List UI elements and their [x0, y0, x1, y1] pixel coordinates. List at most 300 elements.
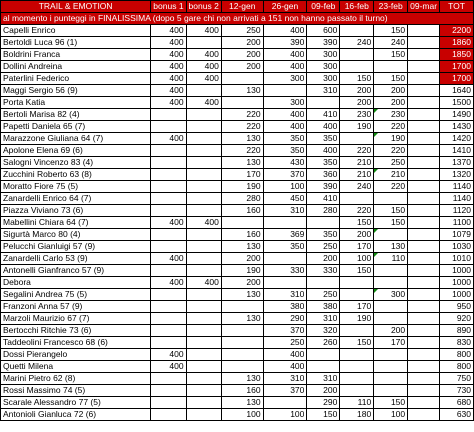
- cell-score[interactable]: 220: [221, 109, 263, 121]
- cell-name[interactable]: Salogni Vincenzo 83 (4): [1, 157, 151, 169]
- cell-total[interactable]: 1850: [440, 49, 474, 61]
- cell-score[interactable]: 400: [263, 109, 307, 121]
- cell-score[interactable]: 369: [263, 229, 307, 241]
- cell-score[interactable]: 200: [340, 229, 374, 241]
- cell-score[interactable]: 150: [374, 217, 408, 229]
- cell-score[interactable]: [186, 169, 221, 181]
- cell-name[interactable]: Dossi Pierangelo: [1, 349, 151, 361]
- cell-score[interactable]: [186, 205, 221, 217]
- cell-name[interactable]: Maggi Sergio 56 (9): [1, 85, 151, 97]
- cell-score[interactable]: [151, 325, 186, 337]
- column-header-bonus2[interactable]: bonus 2: [186, 1, 221, 13]
- cell-score[interactable]: 400: [263, 61, 307, 73]
- cell-score[interactable]: 240: [340, 37, 374, 49]
- cell-total[interactable]: 1079: [440, 229, 474, 241]
- cell-total[interactable]: 1640: [440, 85, 474, 97]
- cell-empty[interactable]: [408, 157, 440, 169]
- cell-total[interactable]: 2200: [440, 25, 474, 37]
- cell-score[interactable]: 210: [340, 169, 374, 181]
- cell-name[interactable]: Dollini Andreina: [1, 61, 151, 73]
- cell-score[interactable]: [221, 325, 263, 337]
- cell-score[interactable]: [374, 313, 408, 325]
- cell-score[interactable]: 110: [340, 397, 374, 409]
- column-header-tot[interactable]: TOT: [440, 1, 474, 13]
- cell-total[interactable]: 1320: [440, 169, 474, 181]
- cell-score[interactable]: 100: [340, 253, 374, 265]
- cell-name[interactable]: Sigurtà Marco 80 (4): [1, 229, 151, 241]
- cell-score[interactable]: [340, 289, 374, 301]
- cell-score[interactable]: [151, 121, 186, 133]
- cell-total[interactable]: 1140: [440, 181, 474, 193]
- cell-score[interactable]: [186, 157, 221, 169]
- cell-score[interactable]: 250: [263, 337, 307, 349]
- cell-score[interactable]: [186, 349, 221, 361]
- cell-score[interactable]: 350: [263, 241, 307, 253]
- cell-score[interactable]: 170: [374, 337, 408, 349]
- cell-total[interactable]: 920: [440, 313, 474, 325]
- cell-score[interactable]: [221, 361, 263, 373]
- cell-total[interactable]: 750: [440, 373, 474, 385]
- cell-score[interactable]: [374, 277, 408, 289]
- cell-score[interactable]: [374, 373, 408, 385]
- cell-total[interactable]: 1000: [440, 277, 474, 289]
- cell-empty[interactable]: [408, 25, 440, 37]
- cell-score[interactable]: [374, 193, 408, 205]
- column-header-16-feb[interactable]: 16-feb: [340, 1, 374, 13]
- cell-score[interactable]: 150: [340, 265, 374, 277]
- cell-score[interactable]: 250: [307, 289, 340, 301]
- cell-empty[interactable]: [408, 289, 440, 301]
- cell-score[interactable]: 300: [263, 73, 307, 85]
- cell-empty[interactable]: [408, 49, 440, 61]
- column-header-bonus1[interactable]: bonus 1: [151, 1, 186, 13]
- cell-score[interactable]: 400: [307, 121, 340, 133]
- cell-score[interactable]: [186, 37, 221, 49]
- cell-score[interactable]: 200: [340, 85, 374, 97]
- cell-empty[interactable]: [408, 349, 440, 361]
- cell-empty[interactable]: [408, 73, 440, 85]
- cell-score[interactable]: [340, 373, 374, 385]
- cell-score[interactable]: 190: [340, 313, 374, 325]
- cell-total[interactable]: 1100: [440, 217, 474, 229]
- cell-score[interactable]: [340, 133, 374, 145]
- cell-score[interactable]: 400: [186, 73, 221, 85]
- cell-name[interactable]: Bertoli Marisa 82 (4): [1, 109, 151, 121]
- cell-score[interactable]: [374, 385, 408, 397]
- cell-score[interactable]: 130: [221, 289, 263, 301]
- cell-score[interactable]: 150: [307, 409, 340, 421]
- cell-score[interactable]: [307, 361, 340, 373]
- cell-score[interactable]: 200: [221, 49, 263, 61]
- cell-name[interactable]: Porta Katia: [1, 97, 151, 109]
- cell-total[interactable]: 1010: [440, 253, 474, 265]
- cell-name[interactable]: Capelli Enrico: [1, 25, 151, 37]
- cell-score[interactable]: [151, 397, 186, 409]
- cell-empty[interactable]: [408, 361, 440, 373]
- cell-score[interactable]: [151, 373, 186, 385]
- cell-score[interactable]: [186, 85, 221, 97]
- cell-score[interactable]: [340, 49, 374, 61]
- cell-score[interactable]: 370: [263, 385, 307, 397]
- cell-score[interactable]: 110: [374, 253, 408, 265]
- cell-score[interactable]: 220: [374, 181, 408, 193]
- cell-score[interactable]: 170: [340, 241, 374, 253]
- cell-score[interactable]: 400: [263, 49, 307, 61]
- cell-name[interactable]: Paterlini Federico: [1, 73, 151, 85]
- cell-name[interactable]: Rossi Massimo 74 (5): [1, 385, 151, 397]
- cell-empty[interactable]: [408, 37, 440, 49]
- cell-score[interactable]: 400: [151, 349, 186, 361]
- cell-score[interactable]: [340, 277, 374, 289]
- cell-score[interactable]: [151, 409, 186, 421]
- cell-score[interactable]: 100: [263, 181, 307, 193]
- cell-empty[interactable]: [408, 385, 440, 397]
- column-header-name[interactable]: TRAIL & EMOTION: [1, 1, 151, 13]
- cell-score[interactable]: 220: [340, 205, 374, 217]
- cell-score[interactable]: 160: [221, 385, 263, 397]
- cell-score[interactable]: 240: [340, 181, 374, 193]
- cell-score[interactable]: 400: [151, 85, 186, 97]
- cell-score[interactable]: 130: [221, 241, 263, 253]
- cell-score[interactable]: 220: [221, 145, 263, 157]
- cell-score[interactable]: 400: [186, 25, 221, 37]
- cell-score[interactable]: 230: [340, 109, 374, 121]
- cell-score[interactable]: 130: [221, 85, 263, 97]
- cell-score[interactable]: [151, 301, 186, 313]
- cell-total[interactable]: 950: [440, 301, 474, 313]
- cell-score[interactable]: 150: [374, 73, 408, 85]
- cell-score[interactable]: 310: [307, 313, 340, 325]
- cell-empty[interactable]: [408, 373, 440, 385]
- cell-score[interactable]: 130: [221, 373, 263, 385]
- cell-score[interactable]: 130: [221, 157, 263, 169]
- cell-score[interactable]: 240: [374, 37, 408, 49]
- cell-total[interactable]: 1410: [440, 145, 474, 157]
- cell-score[interactable]: 300: [307, 73, 340, 85]
- cell-score[interactable]: [151, 337, 186, 349]
- cell-total[interactable]: 1120: [440, 205, 474, 217]
- cell-score[interactable]: 300: [374, 289, 408, 301]
- cell-score[interactable]: [340, 385, 374, 397]
- cell-score[interactable]: [186, 397, 221, 409]
- cell-score[interactable]: 600: [307, 25, 340, 37]
- cell-score[interactable]: 150: [374, 205, 408, 217]
- cell-score[interactable]: 250: [221, 25, 263, 37]
- cell-score[interactable]: [151, 169, 186, 181]
- cell-score[interactable]: 400: [307, 145, 340, 157]
- cell-score[interactable]: 400: [263, 349, 307, 361]
- cell-score[interactable]: [151, 109, 186, 121]
- cell-score[interactable]: [186, 109, 221, 121]
- cell-score[interactable]: 400: [151, 73, 186, 85]
- cell-total[interactable]: 730: [440, 385, 474, 397]
- cell-score[interactable]: [340, 25, 374, 37]
- cell-empty[interactable]: [408, 397, 440, 409]
- cell-total[interactable]: 1860: [440, 37, 474, 49]
- cell-score[interactable]: [374, 265, 408, 277]
- cell-score[interactable]: 130: [221, 133, 263, 145]
- cell-score[interactable]: 350: [307, 133, 340, 145]
- cell-score[interactable]: 400: [263, 25, 307, 37]
- cell-score[interactable]: [221, 217, 263, 229]
- cell-empty[interactable]: [408, 181, 440, 193]
- cell-score[interactable]: [374, 61, 408, 73]
- cell-total[interactable]: 1000: [440, 265, 474, 277]
- cell-total[interactable]: 1030: [440, 241, 474, 253]
- cell-score[interactable]: 310: [263, 289, 307, 301]
- cell-score[interactable]: [186, 313, 221, 325]
- cell-score[interactable]: 230: [374, 109, 408, 121]
- cell-score[interactable]: [186, 373, 221, 385]
- cell-score[interactable]: 130: [221, 397, 263, 409]
- cell-score[interactable]: 400: [263, 361, 307, 373]
- cell-score[interactable]: 200: [221, 253, 263, 265]
- cell-total[interactable]: 800: [440, 349, 474, 361]
- cell-score[interactable]: [186, 301, 221, 313]
- cell-empty[interactable]: [408, 277, 440, 289]
- cell-name[interactable]: Antonelli Gianfranco 57 (9): [1, 265, 151, 277]
- column-header-09-mar[interactable]: 09-mar: [408, 1, 440, 13]
- cell-score[interactable]: 260: [307, 337, 340, 349]
- cell-name[interactable]: Zanardelli Enrico 64 (7): [1, 193, 151, 205]
- cell-score[interactable]: 100: [374, 409, 408, 421]
- cell-score[interactable]: 220: [340, 145, 374, 157]
- cell-score[interactable]: 220: [221, 121, 263, 133]
- cell-score[interactable]: 200: [307, 253, 340, 265]
- cell-score[interactable]: 210: [374, 169, 408, 181]
- cell-score[interactable]: 400: [151, 361, 186, 373]
- cell-score[interactable]: [340, 61, 374, 73]
- cell-score[interactable]: 160: [221, 229, 263, 241]
- cell-score[interactable]: [186, 361, 221, 373]
- cell-name[interactable]: Marazzone Giuliana 64 (7): [1, 133, 151, 145]
- cell-score[interactable]: [151, 145, 186, 157]
- cell-score[interactable]: 130: [221, 313, 263, 325]
- cell-score[interactable]: 310: [263, 373, 307, 385]
- column-header-12-gen[interactable]: 12-gen: [221, 1, 263, 13]
- cell-empty[interactable]: [408, 205, 440, 217]
- cell-score[interactable]: 210: [340, 157, 374, 169]
- cell-name[interactable]: Pelucchi Gianluigi 57 (9): [1, 241, 151, 253]
- cell-score[interactable]: 160: [221, 205, 263, 217]
- cell-score[interactable]: 200: [374, 97, 408, 109]
- cell-empty[interactable]: [408, 97, 440, 109]
- cell-total[interactable]: 1140: [440, 193, 474, 205]
- cell-total[interactable]: 1500: [440, 97, 474, 109]
- column-header-26-gen[interactable]: 26-gen: [263, 1, 307, 13]
- cell-score[interactable]: [186, 409, 221, 421]
- cell-score[interactable]: [186, 289, 221, 301]
- cell-score[interactable]: 350: [307, 157, 340, 169]
- cell-score[interactable]: [186, 145, 221, 157]
- cell-score[interactable]: [186, 121, 221, 133]
- cell-score[interactable]: 200: [221, 37, 263, 49]
- cell-score[interactable]: [186, 229, 221, 241]
- cell-score[interactable]: [263, 217, 307, 229]
- cell-total[interactable]: 680: [440, 397, 474, 409]
- cell-score[interactable]: 400: [186, 61, 221, 73]
- cell-score[interactable]: [151, 265, 186, 277]
- cell-empty[interactable]: [408, 229, 440, 241]
- cell-score[interactable]: 310: [263, 205, 307, 217]
- cell-score[interactable]: [151, 385, 186, 397]
- cell-score[interactable]: 300: [263, 97, 307, 109]
- cell-score[interactable]: 450: [263, 193, 307, 205]
- cell-score[interactable]: 200: [340, 97, 374, 109]
- cell-name[interactable]: Bertoldi Luca 96 (1): [1, 37, 151, 49]
- cell-score[interactable]: [374, 349, 408, 361]
- cell-score[interactable]: [374, 301, 408, 313]
- cell-name[interactable]: Zucchini Roberto 63 (8): [1, 169, 151, 181]
- cell-name[interactable]: Bertocchi Ritchie 73 (6): [1, 325, 151, 337]
- cell-total[interactable]: 830: [440, 337, 474, 349]
- cell-score[interactable]: [186, 265, 221, 277]
- cell-score[interactable]: [307, 277, 340, 289]
- cell-name[interactable]: Papetti Daniela 65 (7): [1, 121, 151, 133]
- cell-score[interactable]: 220: [374, 145, 408, 157]
- cell-score[interactable]: 150: [374, 397, 408, 409]
- cell-score[interactable]: 150: [340, 217, 374, 229]
- cell-empty[interactable]: [408, 313, 440, 325]
- cell-score[interactable]: [186, 193, 221, 205]
- cell-score[interactable]: [307, 97, 340, 109]
- cell-score[interactable]: 330: [263, 265, 307, 277]
- cell-score[interactable]: 220: [374, 121, 408, 133]
- cell-score[interactable]: 200: [374, 85, 408, 97]
- cell-score[interactable]: 350: [307, 229, 340, 241]
- cell-score[interactable]: [340, 349, 374, 361]
- cell-score[interactable]: [340, 193, 374, 205]
- cell-total[interactable]: 630: [440, 409, 474, 421]
- cell-score[interactable]: 250: [374, 157, 408, 169]
- cell-total[interactable]: 1700: [440, 73, 474, 85]
- cell-score[interactable]: [151, 193, 186, 205]
- cell-empty[interactable]: [408, 145, 440, 157]
- cell-score[interactable]: 400: [186, 49, 221, 61]
- cell-score[interactable]: [186, 181, 221, 193]
- cell-score[interactable]: 280: [221, 193, 263, 205]
- cell-name[interactable]: Zanardelli Carlo 53 (9): [1, 253, 151, 265]
- cell-score[interactable]: 360: [307, 169, 340, 181]
- cell-score[interactable]: [151, 241, 186, 253]
- cell-score[interactable]: 200: [374, 325, 408, 337]
- cell-score[interactable]: [151, 205, 186, 217]
- cell-score[interactable]: 200: [307, 385, 340, 397]
- cell-score[interactable]: 400: [263, 121, 307, 133]
- cell-total[interactable]: 1000: [440, 289, 474, 301]
- cell-score[interactable]: 100: [263, 409, 307, 421]
- cell-name[interactable]: Apolone Elena 69 (6): [1, 145, 151, 157]
- cell-name[interactable]: Antonioli Gianluca 72 (6): [1, 409, 151, 421]
- cell-score[interactable]: 150: [340, 337, 374, 349]
- cell-name[interactable]: Debora: [1, 277, 151, 289]
- cell-score[interactable]: [221, 337, 263, 349]
- cell-score[interactable]: 330: [307, 265, 340, 277]
- cell-score[interactable]: [151, 229, 186, 241]
- cell-name[interactable]: Segalini Andrea 75 (5): [1, 289, 151, 301]
- cell-score[interactable]: 170: [340, 301, 374, 313]
- cell-score[interactable]: 170: [221, 169, 263, 181]
- cell-score[interactable]: 370: [263, 325, 307, 337]
- cell-score[interactable]: 400: [151, 49, 186, 61]
- cell-empty[interactable]: [408, 169, 440, 181]
- cell-score[interactable]: 400: [151, 25, 186, 37]
- cell-score[interactable]: 410: [307, 109, 340, 121]
- cell-score[interactable]: [263, 85, 307, 97]
- cell-score[interactable]: 400: [186, 97, 221, 109]
- cell-score[interactable]: [340, 325, 374, 337]
- cell-name[interactable]: Scarale Alessandro 77 (5): [1, 397, 151, 409]
- cell-score[interactable]: [263, 253, 307, 265]
- cell-score[interactable]: [186, 253, 221, 265]
- cell-score[interactable]: 200: [221, 61, 263, 73]
- cell-total[interactable]: 890: [440, 325, 474, 337]
- cell-score[interactable]: 250: [307, 241, 340, 253]
- cell-name[interactable]: Mabellini Chiara 64 (7): [1, 217, 151, 229]
- cell-score[interactable]: [263, 277, 307, 289]
- cell-score[interactable]: 310: [307, 85, 340, 97]
- cell-score[interactable]: [186, 385, 221, 397]
- cell-score[interactable]: 400: [186, 277, 221, 289]
- cell-score[interactable]: [186, 325, 221, 337]
- cell-score[interactable]: 180: [340, 409, 374, 421]
- cell-score[interactable]: 320: [307, 325, 340, 337]
- cell-score[interactable]: [374, 229, 408, 241]
- cell-score[interactable]: 130: [374, 241, 408, 253]
- cell-score[interactable]: 280: [307, 205, 340, 217]
- cell-score[interactable]: [221, 97, 263, 109]
- cell-name[interactable]: Quetti Milena: [1, 361, 151, 373]
- cell-empty[interactable]: [408, 253, 440, 265]
- cell-name[interactable]: Franzoni Anna 57 (9): [1, 301, 151, 313]
- cell-score[interactable]: 390: [307, 181, 340, 193]
- cell-score[interactable]: [374, 361, 408, 373]
- cell-score[interactable]: 190: [221, 265, 263, 277]
- cell-score[interactable]: 150: [374, 25, 408, 37]
- cell-score[interactable]: 400: [151, 97, 186, 109]
- cell-score[interactable]: [186, 133, 221, 145]
- cell-score[interactable]: 400: [151, 217, 186, 229]
- cell-score[interactable]: [186, 337, 221, 349]
- cell-score[interactable]: 410: [307, 193, 340, 205]
- cell-score[interactable]: [151, 157, 186, 169]
- cell-name[interactable]: Boldrini Franca: [1, 49, 151, 61]
- cell-score[interactable]: 300: [307, 49, 340, 61]
- cell-score[interactable]: 430: [263, 157, 307, 169]
- cell-empty[interactable]: [408, 325, 440, 337]
- cell-name[interactable]: Piazza Viviano 73 (6): [1, 205, 151, 217]
- cell-score[interactable]: 400: [151, 253, 186, 265]
- cell-score[interactable]: 190: [374, 133, 408, 145]
- cell-score[interactable]: 150: [340, 73, 374, 85]
- cell-score[interactable]: 350: [263, 133, 307, 145]
- cell-name[interactable]: Marini Pietro 62 (8): [1, 373, 151, 385]
- cell-empty[interactable]: [408, 409, 440, 421]
- cell-empty[interactable]: [408, 133, 440, 145]
- subtitle-cell[interactable]: al momento i punteggi in FINALISSIMA (dopo 5 gare chi non arrivati a 151 non hanno passato il turno): [1, 13, 474, 25]
- cell-score[interactable]: [307, 349, 340, 361]
- cell-empty[interactable]: [408, 337, 440, 349]
- cell-total[interactable]: 1370: [440, 157, 474, 169]
- cell-name[interactable]: Moratto Fiore 75 (5): [1, 181, 151, 193]
- cell-empty[interactable]: [408, 217, 440, 229]
- cell-score[interactable]: [151, 313, 186, 325]
- cell-empty[interactable]: [408, 265, 440, 277]
- cell-score[interactable]: [221, 301, 263, 313]
- cell-score[interactable]: 400: [151, 277, 186, 289]
- cell-empty[interactable]: [408, 85, 440, 97]
- cell-total[interactable]: 1490: [440, 109, 474, 121]
